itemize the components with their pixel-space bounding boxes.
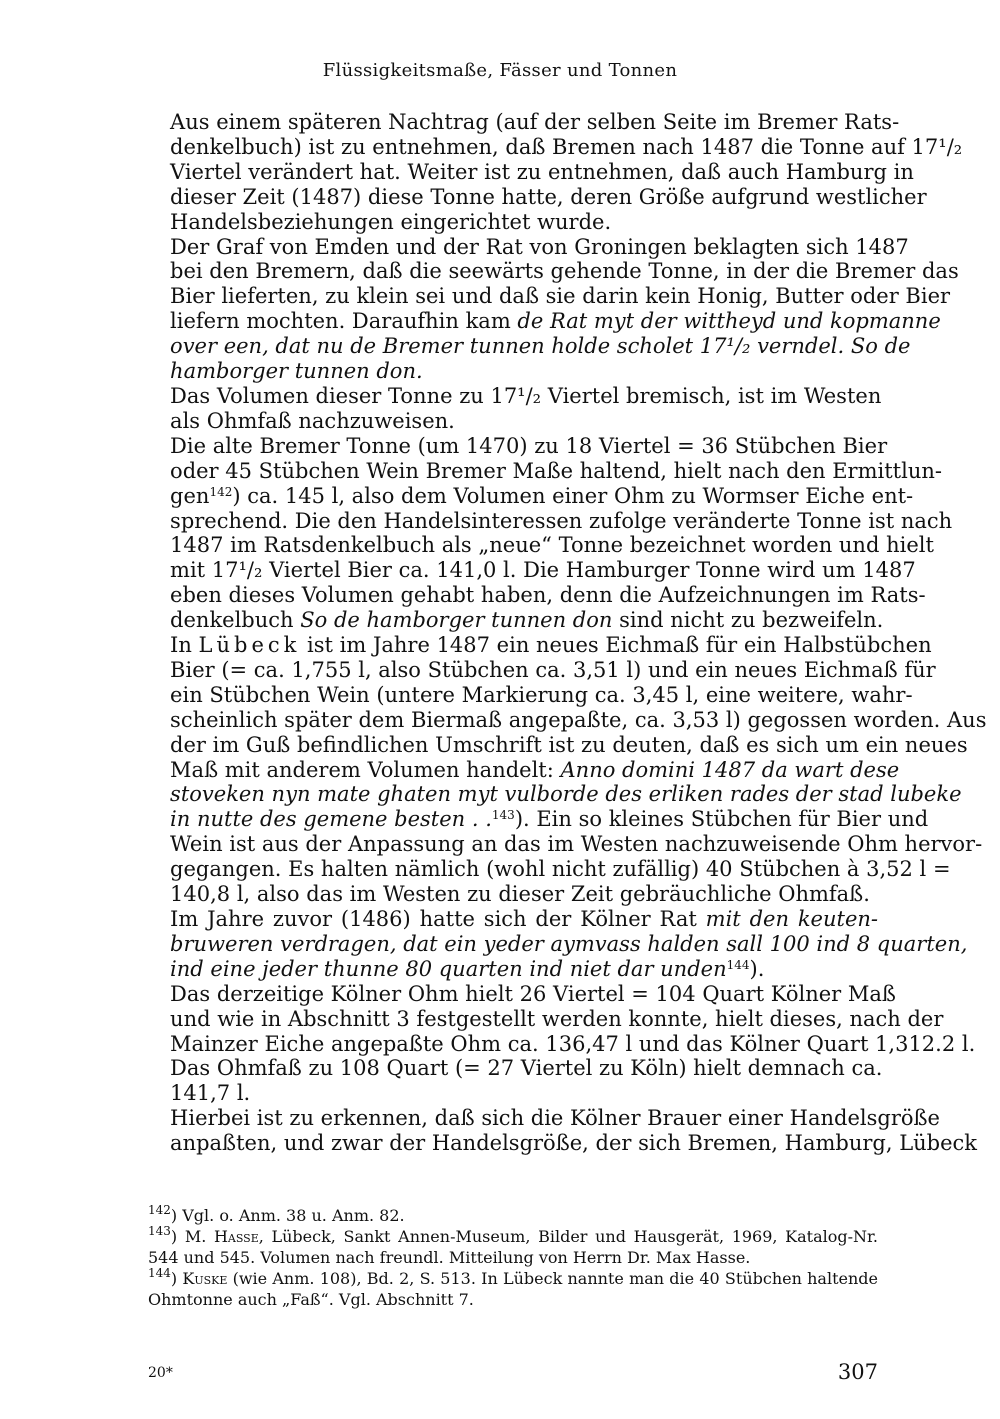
text-line: Der Graf von Emden und der Rat von Groningen beklagten sich 1487	[170, 234, 909, 259]
text-line: sprechend. Die den Handelsinteressen zufolge veränderte Tonne ist nach	[170, 508, 953, 533]
text-segment: ) ca. 145 l, also dem Volumen einer Ohm zu Wormser Eiche ent-	[232, 483, 914, 508]
text-line: Bier lieferten, zu klein sei und daß sie darin kein Honig, Butter oder Bier	[170, 284, 951, 309]
paragraph-7	[148, 981, 976, 1107]
text-line: Das Ohmfaß zu 108 Quart (= 27 Viertel zu Köln) hielt demnach ca.	[170, 1056, 883, 1081]
running-head: Flüssigkeitsmaße, Fässer und Tonnen	[322, 60, 678, 81]
italic-quote: Anno domini 1487 da wart dese	[560, 757, 900, 782]
footnote-ref: 142	[209, 484, 233, 499]
text-line	[148, 907, 878, 932]
footnote-144	[148, 1268, 878, 1310]
spaced-place-name: Lübeck	[198, 633, 301, 658]
text-line: Aus einem späteren Nachtrag (auf der selben Seite im Bremer Rats-	[170, 110, 900, 134]
text-line: Die alte Bremer Tonne (um 1470) zu 18 Viertel = 36 Stübchen Bier	[170, 433, 888, 458]
text-line: bei den Bremern, daß die seewärts gehende Tonne, in der die Bremer das	[170, 259, 959, 284]
footnote-text: 544 und 545. Volumen nach freundl. Mitteilung von Herrn Dr. Max Hasse.	[148, 1248, 751, 1267]
footnote-142	[148, 1205, 878, 1226]
text-segment: Maß mit anderem Volumen handelt:	[170, 757, 561, 782]
text-line: $^{142}$) Vgl. o. Anm. 38 u. Anm. 82.	[148, 1203, 405, 1225]
text-line: 141,7 l.	[170, 1081, 251, 1106]
text-line	[148, 483, 914, 509]
footnote-text: Ohmtonne auch „Faß“. Vgl. Abschnitt 7.	[148, 1290, 474, 1309]
text-line	[148, 608, 884, 633]
italic-line: bruweren verdragen, dat ein yeder aymvass halden sall 100 ind 8 quarten,	[170, 931, 968, 956]
text-line: als Ohmfaß nachzuweisen.	[170, 408, 455, 433]
italic-quote: in nutte des gemene besten . .	[170, 807, 492, 832]
text-line: gegangen. Es halten nämlich (wohl nicht zufällig) 40 Stübchen à 3,52 l =	[170, 857, 951, 882]
text-line	[148, 957, 878, 982]
text-line: oder 45 Stübchen Wein Bremer Maße haltend, hielt nach den Ermittlun-	[170, 458, 942, 483]
text-line: Hierbei ist zu erkennen, daß sich die Kölner Brauer einer Handelsgröße	[170, 1106, 940, 1131]
footnote-number: 144	[148, 1266, 171, 1280]
text-line: der im Guß befindlichen Umschrift ist zu deuten, daß es sich um ein neues	[170, 732, 968, 757]
text-segment: ). Ein so kleines Stübchen für Bier und	[514, 807, 929, 832]
text-segment: sind nicht zu bezweifeln.	[612, 608, 884, 633]
text-line: 1487 im Ratsdenkelbuch als „neue“ Tonne bezeichnet worden und hielt	[170, 533, 934, 558]
text-line: dieser Zeit (1487) diese Tonne hatte, deren Größe aufgrund westlicher	[170, 184, 927, 209]
text-line: Handelsbeziehungen eingerichtet wurde.	[170, 209, 612, 234]
footnote-author: Kuske	[182, 1269, 228, 1288]
italic-quote: ind eine jeder thunne 80 quarten ind niet dar unden	[170, 956, 727, 981]
footnote-ref: 143	[491, 808, 515, 823]
paragraph-6	[148, 907, 968, 982]
text-line	[148, 309, 941, 334]
footnote-number: 143	[148, 1224, 171, 1238]
paragraph-3	[148, 383, 882, 434]
text-segment: denkelbuch	[170, 608, 301, 633]
paragraph-1	[148, 110, 963, 235]
text-line: 140,8 l, also das im Westen zu dieser Zeit gebräuchliche Ohmfaß.	[170, 882, 870, 907]
text-segment: Im Jahre zuvor (1486) hatte sich der Kölner Rat	[170, 907, 706, 931]
paragraph-2	[148, 234, 959, 384]
italic-quote: mit den keuten-	[705, 907, 879, 931]
text-line: Wein ist aus der Anpassung an das im Westen nachzuweisende Ohm hervor-	[170, 832, 983, 857]
text-segment: liefern mochten. Daraufhin kam	[170, 309, 518, 334]
paragraph-8	[148, 1106, 978, 1156]
footnotes	[148, 1205, 878, 1310]
signature-mark: 20*	[148, 1365, 173, 1381]
footnote-number: 142	[148, 1203, 171, 1217]
text-line: Das derzeitige Kölner Ohm hielt 26 Viertel = 104 Quart Kölner Maß	[170, 981, 896, 1006]
text-line: Mainzer Eiche angepaßte Ohm ca. 136,47 l und das Kölner Quart 1,312.2 l.	[170, 1031, 976, 1056]
text-line: denkelbuch) ist zu entnehmen, daß Bremen nach 1487 die Tonne auf 17¹/₂	[170, 134, 963, 159]
text-line: Viertel verändert hat. Weiter ist zu entnehmen, daß auch Hamburg in	[170, 159, 914, 184]
text-segment: ).	[749, 956, 765, 981]
text-segment: In	[170, 633, 199, 658]
text-segment: ist im Jahre 1487 ein neues Eichmaß für ein Halbstübchen	[300, 633, 932, 658]
text-line: mit 17¹/₂ Viertel Bier ca. 141,0 l. Die Hamburger Tonne wird um 1487	[170, 558, 916, 583]
paragraph-4	[148, 433, 953, 633]
text-line: eben dieses Volumen gehabt haben, denn die Aufzeichnungen im Rats-	[170, 583, 926, 608]
footnote-143	[148, 1226, 878, 1268]
text-line: $^{144}$) Kuske (wie Anm. 108), Bd. 2, S. 513. In Lübeck nannte man die 40 Stübchen haltende	[148, 1266, 879, 1288]
text-line	[148, 757, 900, 783]
text-line: scheinlich später dem Biermaß angepaßte, ca. 3,53 l) gegossen worden. Aus	[170, 707, 987, 732]
italic-line: stoveken nyn mate ghaten myt vulborde des erliken rades der stad lubeke	[170, 782, 962, 807]
text-line	[148, 633, 932, 658]
footnote-text: (wie Anm. 108), Bd. 2, S. 513. In Lübeck nannte man die 40 Stübchen haltende	[227, 1269, 879, 1288]
italic-quote: So de hamborger tunnen don	[300, 608, 613, 633]
italic-line: hamborger tunnen don.	[170, 359, 423, 384]
footnote-ref: 144	[726, 957, 750, 972]
footnote-author: M. Hasse	[184, 1227, 259, 1246]
body-text	[148, 110, 987, 1156]
text-line: $^{143}$) M. Hasse, Lübeck, Sankt Annen-Museum, Bilder und Hausgerät, 1969, Katalog-Nr.	[148, 1224, 878, 1246]
text-line: und wie in Abschnitt 3 festgestellt werden konnte, hielt dieses, nach der	[170, 1006, 944, 1031]
text-line	[148, 807, 929, 832]
text-line: Das Volumen dieser Tonne zu 17¹/₂ Viertel bremisch, ist im Westen	[170, 383, 882, 408]
italic-line: over een, dat nu de Bremer tunnen holde scholet 17¹/₂ verndel. So de	[170, 334, 911, 359]
page-number: 307	[837, 1360, 878, 1384]
paragraph-5	[148, 633, 987, 907]
text-segment: gen	[170, 483, 210, 508]
text-line: ein Stübchen Wein (untere Markierung ca. 3,45 l, eine weitere, wahr-	[170, 682, 913, 707]
text-line: Bier (= ca. 1,755 l, also Stübchen ca. 3,51 l) und ein neues Eichmaß für	[170, 657, 936, 682]
footnote-text: Vgl. o. Anm. 38 u. Anm. 82.	[182, 1206, 405, 1225]
italic-quote: de Rat myt der wittheyd und kopmanne	[517, 309, 941, 334]
footnote-text: , Lübeck, Sankt Annen-Museum, Bilder und Hausgerät, 1969, Katalog-Nr.	[258, 1227, 878, 1246]
text-line: anpaßten, und zwar der Handelsgröße, der sich Bremen, Hamburg, Lübeck	[170, 1131, 978, 1156]
